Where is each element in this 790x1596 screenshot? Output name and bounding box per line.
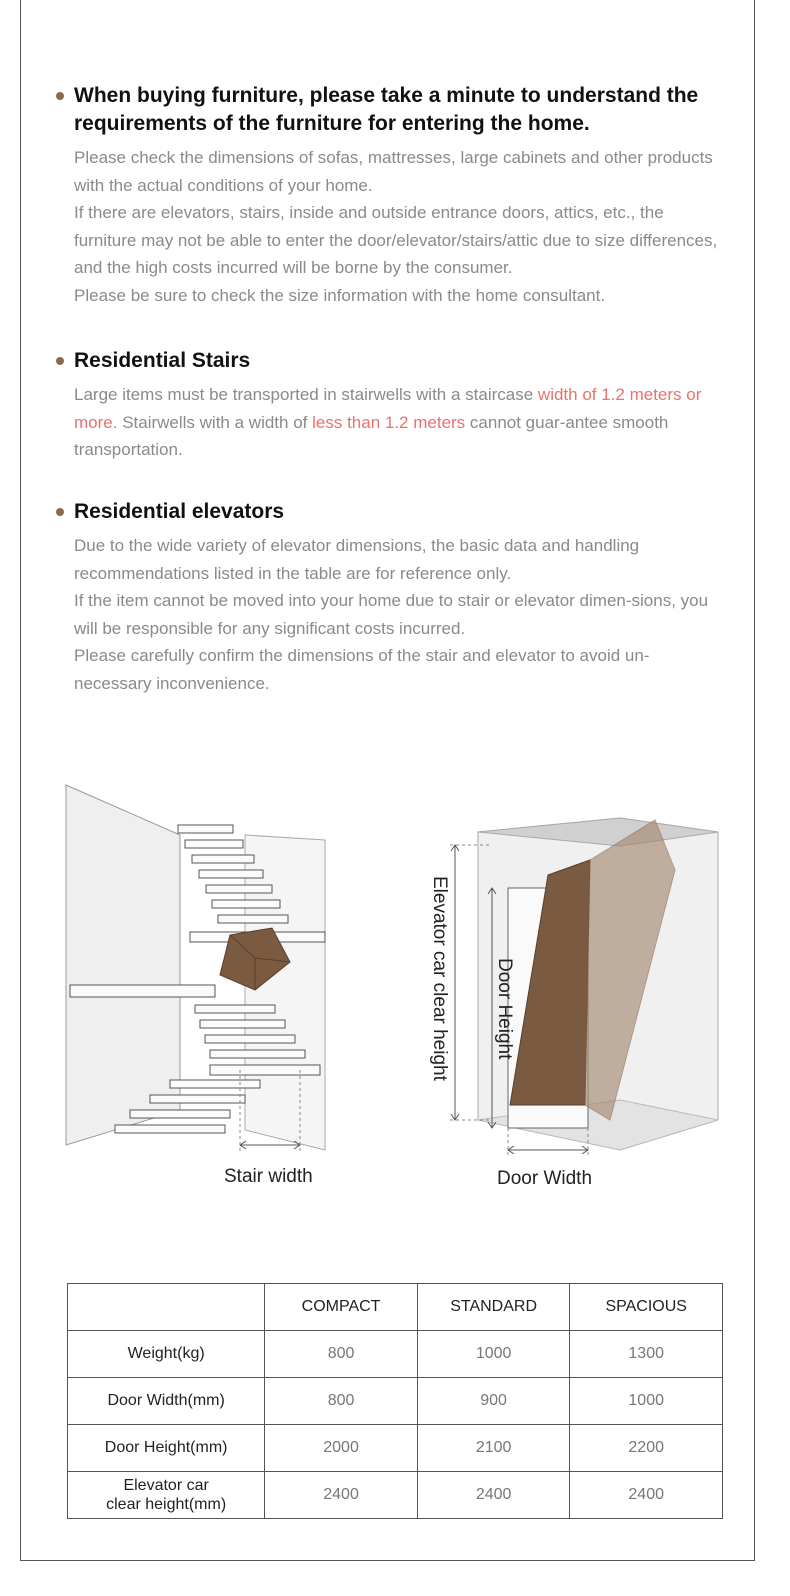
table-header-row (68, 1284, 723, 1331)
bullet-dot (56, 508, 64, 516)
row-header: Door Height(mm) (68, 1425, 265, 1472)
table-cell: 1000 (570, 1378, 723, 1425)
table-row (68, 1331, 723, 1378)
paragraph: Please carefully confirm the dimensions of the stair and elevator to avoid un-necessary inconvenience. (74, 646, 650, 693)
table-cell: 2400 (570, 1472, 723, 1519)
elevator-spec-table (67, 1283, 723, 1519)
highlight-text: width of 1.2 meters or more. (74, 385, 702, 432)
paragraph (74, 381, 726, 464)
table-row (68, 1472, 723, 1519)
bullet-dot (56, 92, 64, 100)
paragraph: Due to the wide variety of elevator dimensions, the basic data and handling recommendations listed in the table are for reference only. (74, 536, 640, 583)
table-cell: 1300 (570, 1331, 723, 1378)
table-cell: 800 (265, 1378, 418, 1425)
column-header: STANDARD (417, 1284, 570, 1331)
row-header: Door Width(mm) (68, 1378, 265, 1425)
staircase-illustration (60, 780, 340, 1160)
column-header: COMPACT (265, 1284, 418, 1331)
paragraph: Please check the dimensions of sofas, mattresses, large cabinets and other products with the actual conditions of your home. (74, 148, 713, 195)
paragraph: If the item cannot be moved into your home due to stair or elevator dimen-sions, you will be responsible for any significant costs incurred. (74, 591, 709, 638)
text: Stairwells with a width of (117, 412, 313, 432)
section-body (74, 144, 726, 309)
table-corner-cell (68, 1284, 265, 1331)
table-cell: 2400 (417, 1472, 570, 1519)
row-header (68, 1472, 265, 1519)
section-title: Residential elevators (74, 500, 285, 523)
table-cell: 2400 (265, 1472, 418, 1519)
bullet-dot (56, 357, 64, 365)
section-furniture-requirements (56, 82, 726, 309)
row-header: Weight(kg) (68, 1331, 265, 1378)
text: cannot guar-antee smooth transportation. (74, 412, 669, 459)
elevator-illustration (430, 810, 730, 1160)
row-header-line: Elevator car (123, 1477, 209, 1494)
text: Large items must be transported in stairwells with a staircase (74, 385, 538, 404)
elevator-height-label: Elevator car clear height (429, 876, 450, 1081)
row-header-line: clear height(mm) (106, 1496, 227, 1513)
figure-area (40, 760, 750, 1220)
table-row (68, 1378, 723, 1425)
highlight-text: less than 1.2 meters (312, 412, 466, 432)
section-residential-stairs (56, 347, 726, 464)
table-cell: 800 (265, 1331, 418, 1378)
column-header: SPACIOUS (570, 1284, 723, 1331)
table-cell: 1000 (417, 1331, 570, 1378)
section-body (74, 532, 726, 697)
section-title: Residential Stairs (74, 349, 251, 372)
table-cell: 2100 (417, 1425, 570, 1472)
door-height-label: Door Height (494, 958, 515, 1060)
paragraph: Please be sure to check the size information with the home consultant. (74, 285, 606, 305)
table-cell: 2200 (570, 1425, 723, 1472)
section-body (74, 381, 726, 464)
table-cell: 2000 (265, 1425, 418, 1472)
section-title: When buying furniture, please take a minute to understand the requirements of the furniture for entering the home. (74, 84, 699, 135)
paragraph: If there are elevators, stairs, inside and outside entrance doors, attics, etc., the furniture may not be able to enter the door/elevator/stairs/attic due to size differences, and the high costs incurred will be borne by the consumer. (74, 203, 718, 277)
stair-width-caption: Stair width (224, 1166, 313, 1187)
section-residential-elevators (56, 498, 726, 697)
table-row (68, 1425, 723, 1472)
table-cell: 900 (417, 1378, 570, 1425)
door-width-caption: Door Width (497, 1168, 593, 1189)
